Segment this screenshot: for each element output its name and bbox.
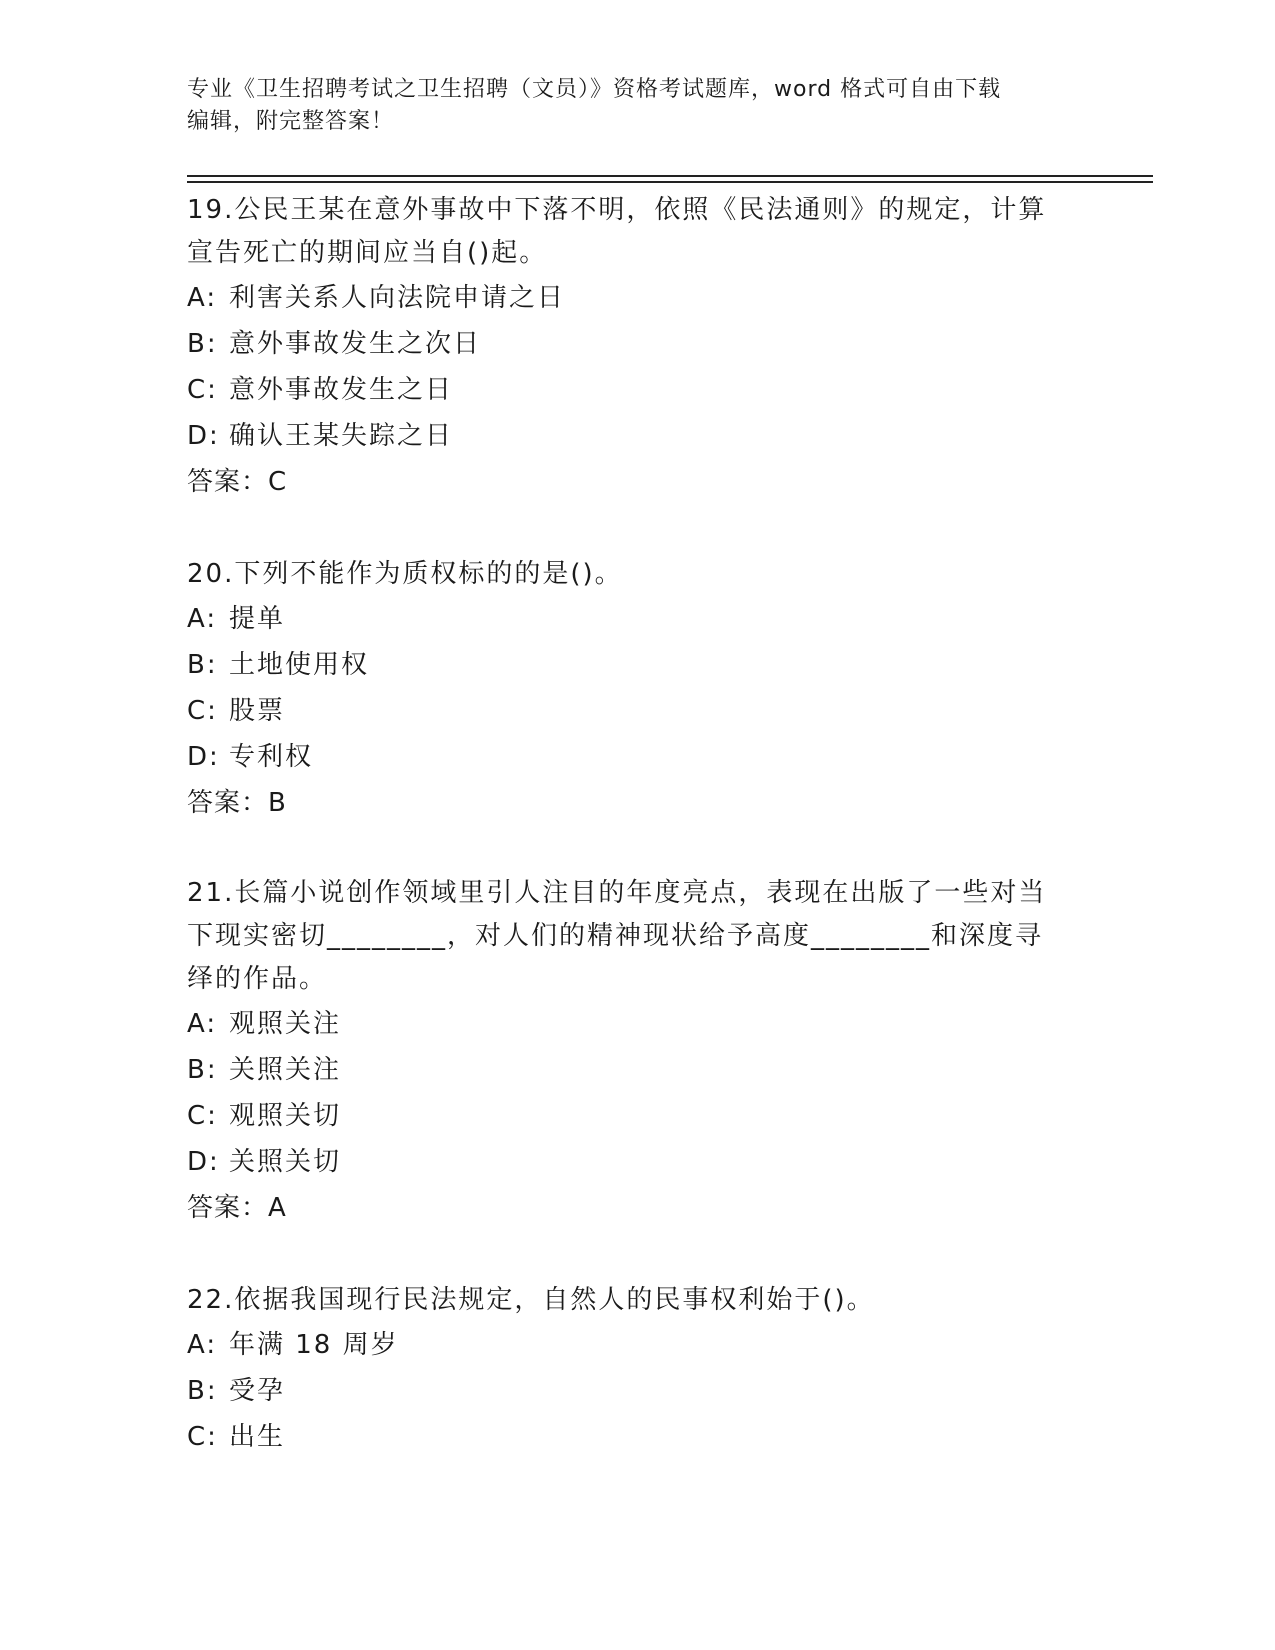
stem-line: 下现实密切________，对人们的精神现状给予高度________和深度寻: [187, 921, 1044, 951]
option-a: [187, 275, 1077, 321]
option-c: [187, 1093, 1077, 1139]
option-text: 观照关注: [229, 1009, 342, 1039]
option-c: [187, 367, 1077, 413]
question-20: [187, 553, 1077, 826]
document-header: [187, 74, 1087, 138]
option-text: 观照关切: [229, 1101, 342, 1131]
question-21: [187, 872, 1077, 1231]
option-text: 关照关切: [229, 1147, 342, 1177]
option-b: [187, 642, 1077, 688]
option-b: [187, 1368, 1077, 1414]
option-letter: B:: [187, 1055, 218, 1085]
stem-line: 19.公民王某在意外事故中下落不明，依照《民法通则》的规定，计算: [187, 195, 1047, 225]
option-d: [187, 1139, 1077, 1185]
option-a: [187, 1001, 1077, 1047]
option-list: [187, 1322, 1077, 1460]
option-text: 出生: [229, 1422, 286, 1452]
option-letter: A:: [187, 1330, 218, 1360]
option-a: [187, 596, 1077, 642]
option-letter: D:: [187, 742, 220, 772]
option-letter: B:: [187, 650, 218, 680]
question-stem: [187, 553, 1077, 596]
question-19: [187, 189, 1077, 505]
option-list: [187, 596, 1077, 780]
option-b: [187, 321, 1077, 367]
option-text: 土地使用权: [229, 650, 370, 680]
stem-line: 21.长篇小说创作领域里引人注目的年度亮点，表现在出版了一些对当: [187, 878, 1047, 908]
stem-line: 宣告死亡的期间应当自()起。: [187, 238, 548, 268]
option-text: 受孕: [229, 1376, 286, 1406]
option-letter: A:: [187, 604, 218, 634]
option-text: 确认王某失踪之日: [229, 421, 454, 451]
question-stem: [187, 189, 1077, 275]
option-text: 股票: [229, 696, 286, 726]
stem-line: 22.依据我国现行民法规定，自然人的民事权利始于()。: [187, 1285, 875, 1315]
option-letter: C:: [187, 696, 218, 726]
option-letter: C:: [187, 1101, 218, 1131]
header-rule-top: [187, 175, 1153, 177]
option-list: [187, 1001, 1077, 1185]
question-stem: [187, 872, 1077, 1001]
question-22: [187, 1279, 1077, 1460]
stem-line: 20.下列不能作为质权标的的是()。: [187, 559, 623, 589]
answer-line: 答案：A: [187, 1193, 287, 1223]
option-letter: D:: [187, 421, 220, 451]
option-letter: A:: [187, 283, 218, 313]
option-letter: C:: [187, 1422, 218, 1452]
option-a: [187, 1322, 1077, 1368]
header-rule-bottom: [187, 181, 1153, 183]
option-text: 意外事故发生之次日: [229, 329, 482, 359]
option-list: [187, 275, 1077, 459]
option-text: 意外事故发生之日: [229, 375, 454, 405]
answer-line: 答案：C: [187, 467, 288, 497]
option-text: 年满 18 周岁: [229, 1330, 399, 1360]
option-text: 利害关系人向法院申请之日: [229, 283, 566, 313]
option-text: 提单: [229, 604, 286, 634]
question-stem: [187, 1279, 1077, 1322]
option-b: [187, 1047, 1077, 1093]
option-letter: A:: [187, 1009, 218, 1039]
option-text: 专利权: [229, 742, 314, 772]
option-letter: B:: [187, 1376, 218, 1406]
answer-line: 答案：B: [187, 788, 287, 818]
option-d: [187, 413, 1077, 459]
option-d: [187, 734, 1077, 780]
stem-line: 绎的作品。: [187, 964, 328, 994]
header-line-2: 编辑，附完整答案！: [187, 109, 395, 134]
option-letter: C:: [187, 375, 218, 405]
option-letter: B:: [187, 329, 218, 359]
option-letter: D:: [187, 1147, 220, 1177]
option-c: [187, 1414, 1077, 1460]
option-c: [187, 688, 1077, 734]
header-line-1: 专业《卫生招聘考试之卫生招聘（文员）》资格考试题库，word 格式可自由下载: [187, 77, 1002, 102]
option-text: 关照关注: [229, 1055, 342, 1085]
